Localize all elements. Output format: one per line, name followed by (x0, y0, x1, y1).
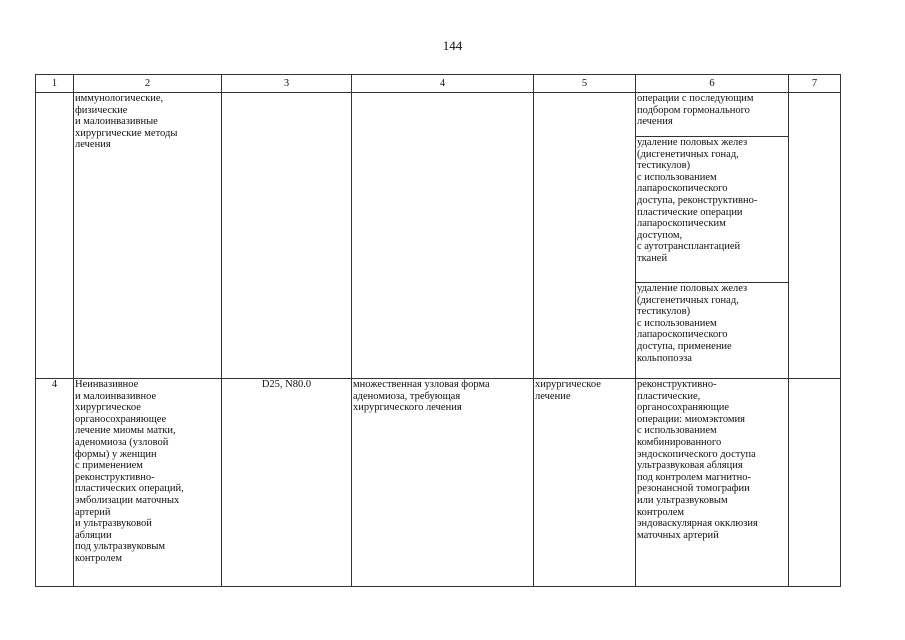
header-cell: 1 (36, 75, 74, 93)
care-type-cell: иммунологические, физические и малоинвазивные хирургические методы лечения (74, 93, 222, 379)
header-row (36, 75, 841, 93)
header-cell: 3 (222, 75, 352, 93)
patient-model-cell: множественная узловая форма аденомиоза, требующая хирургического лечения (352, 379, 534, 587)
header-cell: 2 (74, 75, 222, 93)
row-number-cell (36, 93, 74, 379)
extra-cell (789, 379, 841, 587)
icd-code-cell (222, 93, 352, 379)
treatment-method-cell: удаление половых желез (дисгенетичных гонад, тестикулов) с использованием лапароскопического доступа, реконструктивно- пластические операции лапароскопическим доступом, с аутотрансплантацией тканей (636, 137, 789, 283)
table-row (36, 379, 841, 587)
page-number: 144 (442, 38, 463, 53)
header-cell: 7 (789, 75, 841, 93)
table-row (36, 93, 841, 137)
treatment-method-cell: операции с последующим подбором гормонального лечения (636, 93, 789, 137)
header-cell: 5 (534, 75, 636, 93)
treatment-method-cell: удаление половых желез (дисгенетичных гонад, тестикулов) с использованием лапароскопического доступа, применение кольпопоэза (636, 283, 789, 379)
icd-code-cell: D25, N80.0 (222, 379, 352, 587)
extra-cell (789, 93, 841, 379)
care-type-cell: Неинвазивное и малоинвазивное хирургическое органосохраняющее лечение миомы матки, аденомиоза (узловой формы) у женщин с применением реконструктивно- пластических операций, эмболизации маточных артерий и ультразвуковой абляции под ультразвуковым контролем (74, 379, 222, 587)
treatment-type-cell (534, 93, 636, 379)
treatment-type-cell: хирургическое лечение (534, 379, 636, 587)
header-cell: 6 (636, 75, 789, 93)
medical-care-table (35, 74, 841, 587)
header-cell: 4 (352, 75, 534, 93)
row-number-cell: 4 (36, 379, 74, 587)
patient-model-cell (352, 93, 534, 379)
treatment-method-cell: реконструктивно- пластические, органосохраняющие операции: миомэктомия с использованием комбинированного эндоскопического доступа ультразвуковая абляция под контролем магнитно- резонансной томографии или ультразвуковым контролем эндоваскулярная окклюзия маточных артерий (636, 379, 789, 587)
